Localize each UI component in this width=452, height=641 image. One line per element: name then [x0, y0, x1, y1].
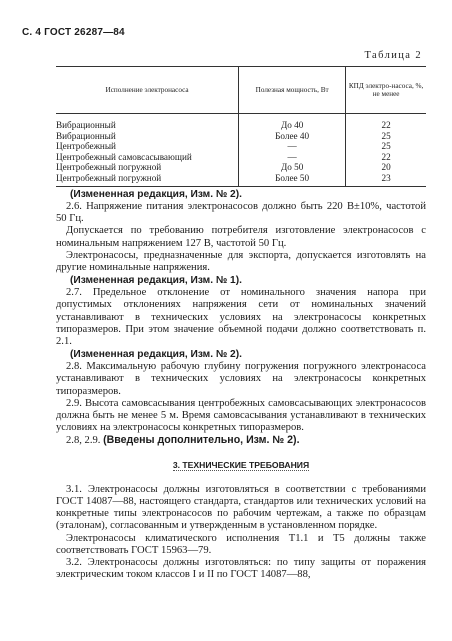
- cell-power: До 50: [239, 162, 346, 173]
- paragraph-export: Электронасосы, предназначенные для экспорта, допускается изготовлять на другие номинальные напряжения.: [56, 249, 426, 274]
- cell-efficiency: 20: [346, 162, 426, 173]
- cell-efficiency: 22: [346, 152, 426, 163]
- added-note-text: (Введены дополнительно, Изм. № 2).: [103, 434, 300, 447]
- cell-efficiency: 22: [346, 114, 426, 131]
- table-row: [56, 152, 426, 163]
- table-row: [56, 162, 426, 173]
- table-row: [56, 173, 426, 186]
- paragraph-3-1: 3.1. Электронасосы должны изготовляться в соответствии с требованиями ГОСТ 14087—88, настоящего стандарта, стандартов или технических условий на конкретные типы электронасосов по рабочим чертежам, а также по образцам (эталонам), согласованным и утвержденным в установленном порядке.: [56, 483, 426, 532]
- section-heading: [56, 459, 426, 471]
- paragraph-2-7: 2.7. Предельное отклонение от номинального значения напора при допустимых отклонениях напряжения сети от номинальных значений устанавливают в технических условиях на электронасосы конкретных типоразмеров. При этом значение объемной подачи должно соответствовать п. 2.1.: [56, 287, 426, 348]
- paragraph-3-2: 3.2. Электронасосы должны изготовляться: по типу защиты от поражения электрическим током классов I и II по ГОСТ 14087—88,: [56, 557, 426, 581]
- table-row: [56, 114, 426, 131]
- paragraph-voltage-127: Допускается по требованию потребителя изготовление электронасосов с номинальным напряжением 127 В, частотой 50 Гц.: [56, 225, 426, 249]
- cell-design: Центробежный погружной: [56, 162, 162, 173]
- cell-design: Центробежный: [56, 141, 116, 152]
- column-header-design: Исполнение электронасоса: [56, 67, 239, 114]
- document-body: [56, 188, 426, 581]
- table-caption: Таблица 2: [364, 50, 422, 61]
- amendment-note: (Измененная редакция, Изм. № 2).: [70, 349, 242, 361]
- added-note-numbers: 2.8, 2.9.: [66, 435, 101, 447]
- amendment-note: (Измененная редакция, Изм. № 1).: [70, 275, 242, 287]
- paragraph-climatic: Электронасосы климатического исполнения Т1.1 и Т5 должны также соответствовать ГОСТ 15963—79.: [56, 532, 426, 556]
- paragraph-2-8: 2.8. Максимальную рабочую глубину погружения погружного электронасоса устанавливают в технических условиях на электронасосы конкретных типоразмеров.: [56, 361, 426, 397]
- cell-design: Вибрационный: [56, 130, 116, 141]
- cell-efficiency: 23: [346, 173, 426, 186]
- paragraph-added-note: [56, 434, 426, 447]
- paragraph-2-6: 2.6. Напряжение питания электронасосов должно быть 220 В±10%, частотой 50 Гц.: [56, 201, 426, 225]
- cell-power: —: [239, 141, 346, 152]
- cell-design: Центробежный погружной: [56, 173, 239, 186]
- table-row: [56, 141, 426, 152]
- cell-power: —: [239, 152, 346, 163]
- cell-design: Центробежный самовсасывающий: [56, 151, 192, 162]
- section-title: 3. ТЕХНИЧЕСКИЕ ТРЕБОВАНИЯ: [172, 459, 310, 470]
- cell-design: Вибрационный: [56, 120, 116, 130]
- cell-power: Более 40: [239, 131, 346, 142]
- cell-efficiency: 25: [346, 141, 426, 152]
- column-header-efficiency: КПД электро-насоса, %, не менее: [346, 67, 426, 114]
- cell-power: До 40: [239, 114, 346, 131]
- column-header-power: Полезная мощность, Вт: [239, 67, 346, 114]
- cell-efficiency: 25: [346, 131, 426, 142]
- table-row: [56, 131, 426, 142]
- amendment-note: (Измененная редакция, Изм. № 2).: [70, 189, 242, 200]
- page-header: С. 4 ГОСТ 26287—84: [22, 27, 125, 38]
- efficiency-table: [56, 66, 426, 187]
- cell-power: Более 50: [239, 173, 346, 186]
- paragraph-2-9: 2.9. Высота самовсасывания центробежных самовсасывающих электронасосов должна быть не менее 5 м. Время самовсасывания устанавливают в технических условиях на электронасосы конкретных типоразмеров.: [56, 397, 426, 434]
